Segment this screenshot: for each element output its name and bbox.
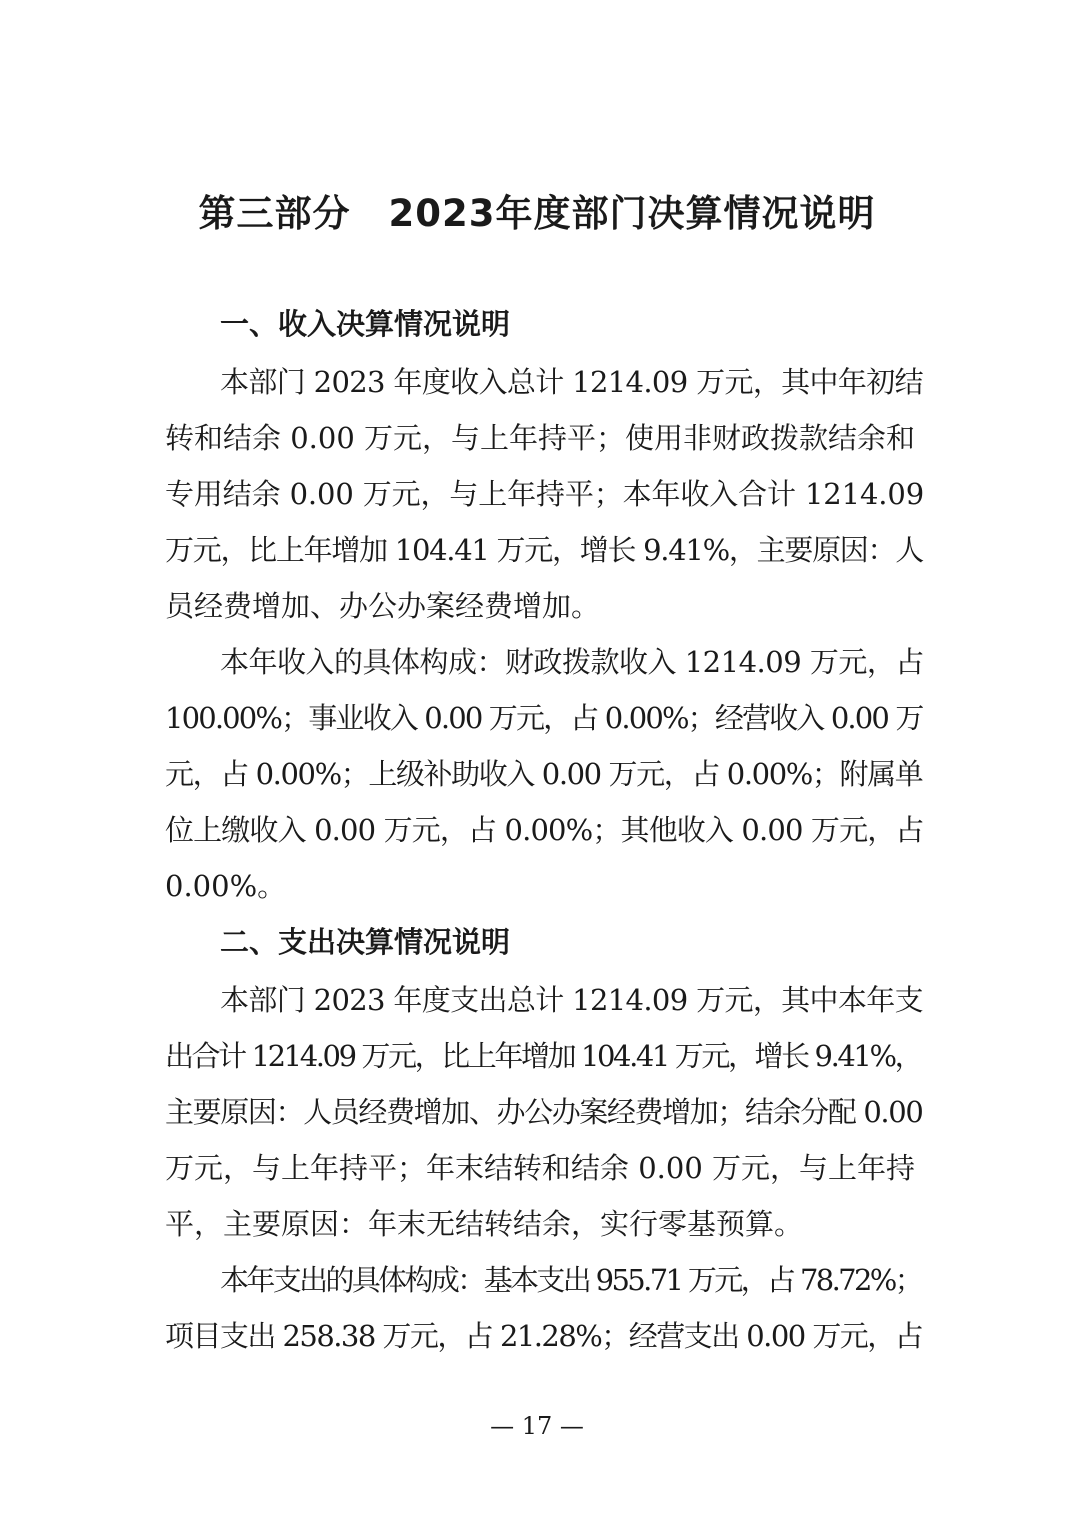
text-line: 主要原因：人员经费增加、办公办案经费增加；结余分配 0.00 <box>165 1095 923 1129</box>
text-line: 出合计 1214.09 万元，比上年增加 104.41 万元，增长 9.41%， <box>165 1039 922 1073</box>
section-heading-expenditure: 二、支出决算情况说明 <box>220 925 511 959</box>
page-title: 第三部分 2023年度部门决算情况说明 <box>198 192 876 235</box>
text-line: 员经费增加、办公办案经费增加。 <box>165 589 601 623</box>
text-line: 万元，与上年持平；年末结转和结余 0.00 万元，与上年持 <box>165 1151 916 1185</box>
text-line: 转和结余 0.00 万元，与上年持平；使用非财政拨款结余和 <box>165 421 916 455</box>
text-line: 项目支出 258.38 万元，占 21.28%；经营支出 0.00 万元，占 <box>165 1319 923 1353</box>
text-line: 本年支出的具体构成：基本支出 955.71 万元，占 78.72%； <box>220 1263 922 1297</box>
text-line: 平，主要原因：年末无结转结余，实行零基预算。 <box>165 1207 804 1241</box>
text-line: 专用结余 0.00 万元，与上年持平；本年收入合计 1214.09 <box>165 477 925 511</box>
section-heading-income: 一、收入决算情况说明 <box>220 307 511 341</box>
text-line: 本部门 2023 年度支出总计 1214.09 万元，其中本年支 <box>220 983 923 1017</box>
text-line: 位上缴收入 0.00 万元，占 0.00%；其他收入 0.00 万元，占 <box>165 813 924 847</box>
text-line: 万元，比上年增加 104.41 万元，增长 9.41%，主要原因：人 <box>165 533 923 567</box>
text-line: 元，占 0.00%；上级补助收入 0.00 万元，占 0.00%；附属单 <box>165 757 923 791</box>
text-line: 本部门 2023 年度收入总计 1214.09 万元，其中年初结 <box>220 365 923 399</box>
text-line: 100.00%；事业收入 0.00 万元，占 0.00%；经营收入 0.00 万 <box>165 701 923 735</box>
page-number: — 17 — <box>490 1412 584 1440</box>
text-line: 本年收入的具体构成：财政拨款收入 1214.09 万元，占 <box>220 645 924 679</box>
text-line: 0.00%。 <box>165 869 287 903</box>
